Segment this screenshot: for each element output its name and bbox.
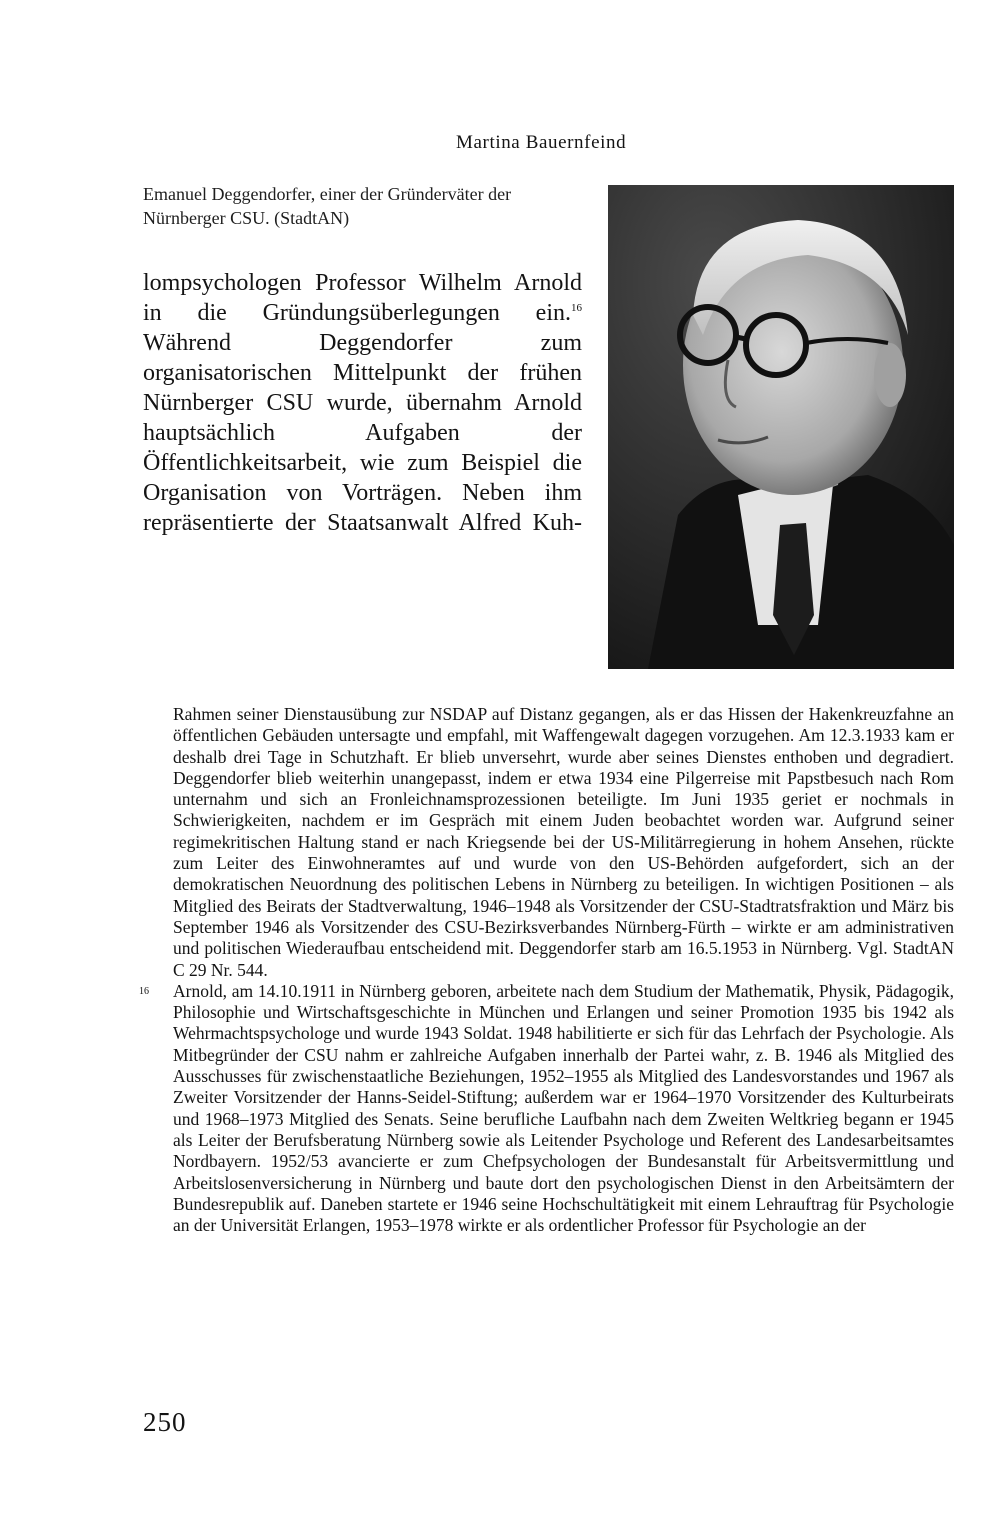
footnote-16-number: 16	[139, 985, 149, 997]
footnote-continued: Rahmen seiner Dienstausübung zur NSDAP auf Distanz gegangen, als er das Hissen der Hakenkreuzfahne an öffentlichen Gebäuden untersagte und empfahl, mit Waffengewalt dagegen vorzugehen. Am 12.3.1933 kam er deshalb drei Tage in Schutzhaft. Er blieb unversehrt, wurde aber seines Dienstes enthoben und degradiert. Deggendorfer blieb weiterhin unangepasst, indem er etwa 1934 eine Pilgerreise mit Papstbesuch nach Rom unternahm und sich an Fronleichnamsprozessionen beteiligte. Im Juni 1935 geriet er nochmals in Schwierigkeiten, nachdem er im Gespräch mit einem Juden beobachtet worden war. Aufgrund seiner regimekritischen Haltung stand er nach Kriegsende bei der US-Militärregierung in hohem Ansehen, rückte zum Leiter des Einwohneramtes auf und wurde von den US-Behörden aufgefordert, sich an der demokratischen Neuordnung des politischen Lebens in Nürnberg zu beteiligen. In wichtigen Positionen – als Mitglied des Beirats der Stadtverwaltung, 1946–1948 als Vorsitzender der CSU-Stadtratsfraktion und März bis September 1946 als Vorsitzender des CSU-Bezirksverbandes Nürnberg-Fürth – wirkte er am administrativen und politischen Wiederaufbau entscheidend mit. Deggendorfer starb am 16.5.1953 in Nürnberg. Vgl. StadtAN C 29 Nr. 544.	[173, 704, 954, 980]
footnotes	[139, 704, 954, 1236]
page-number: 250	[143, 1407, 187, 1437]
footnote-16-text: Arnold, am 14.10.1911 in Nürnberg geboren, arbeitete nach dem Studium der Mathematik, Physik, Pädagogik, Philosophie und Wirtschaftsgeschichte in München und Erlangen und seiner Promotion 1935 bis 1942 als Wehrmachtspsychologe und wurde 1943 Soldat. 1948 habilitierte er sich für das Lehrfach der Psychologie. Als Mitbegründer der CSU nahm er zahlreiche Aufgaben innerhalb der Partei wahr, z. B. 1946 als Mitglied des Ausschusses für zwischenstaatliche Beziehungen, 1952–1955 als Mitglied des Landesvorstandes und 1967 als Zweiter Vorsitzender der Hanns-Seidel-Stiftung; außerdem war er 1964–1970 Vorsitzender des Kulturbeirats und 1968–1973 Mitglied des Senats. Seine berufliche Laufbahn nach dem Zweiten Weltkrieg begann er 1945 als Leiter der Berufsberatung Nürnberg sowie als Leitender Psychologe und Referent des Landesarbeitsamtes Nordbayern. 1952/53 avancierte er zum Chefpsychologen der Bundesanstalt für Arbeitsvermittlung und Arbeitslosenversicherung in Nürnberg und baute dort den psychologischen Dienst in den Arbeitsämtern der Bundesrepublik auf. Daneben startete er 1946 seine Hochschultätigkeit mit einem Lehrauftrag für Psychologie an der Universität Erlangen, 1953–1978 wirkte er als ordentlicher Professor für Psychologie an der	[173, 980, 954, 1236]
footnote-16	[139, 980, 954, 1237]
body-paragraph	[143, 268, 582, 538]
running-head-author: Martina Bauernfeind	[456, 132, 627, 153]
body-text-part-2: Während Deggendorfer zum organisatorischen Mittelpunkt der frühen Nürnberger CSU wurde, übernahm Arnold hauptsächlich Aufgaben der Öffentlichkeitsarbeit, wie zum Beispiel die Organisation von Vorträgen. Neben ihm repräsentierte der Staatsanwalt Alfred Kuh-	[143, 330, 582, 536]
portrait-photo	[608, 185, 954, 669]
footnote-ref-16[interactable]: 16	[571, 302, 582, 314]
figure-caption: Emanuel Deggendorfer, einer der Gründerväter der Nürnberger CSU. (StadtAN)	[143, 184, 512, 228]
body-text-part-1: lompsychologen Professor Wilhelm Arnold in die Gründungsüberlegungen ein.	[143, 270, 582, 326]
